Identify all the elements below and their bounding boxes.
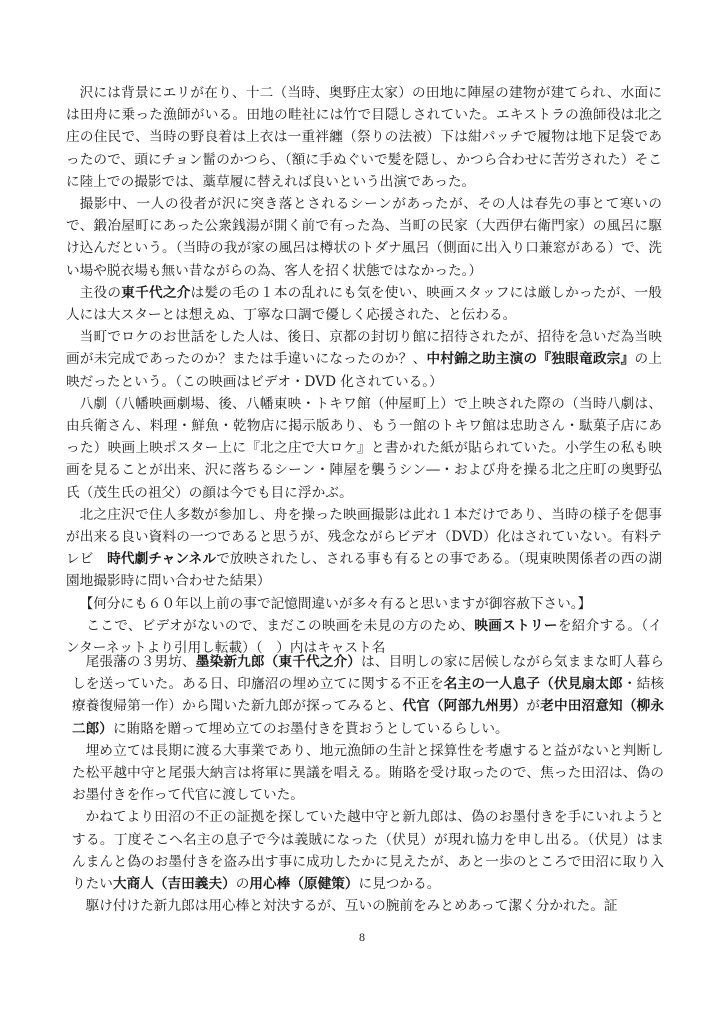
paragraph-premiere: 当町でロケのお世話をした人は、後日、京都の封切り館に招待されたが、招待を急いだ為当映画が未完成であったのか？または手違いになったのか？、中村錦之助主演の『独眼竜政宗』の上映だったという。（この映画はビデオ・DVD 化されている。） — [66, 329, 662, 390]
paragraph-filming-incident: 撮影中、一人の役者が沢に突き落とされるシーンがあったが、その人は春先の事とて寒いので、鍛冶屋町にあった公衆銭湯が開く前で有った為、当町の民家（大西伊右衛門家）の風呂に駆け込んだという。（当時の我が家の風呂は樽状のトダナ風呂（側面に出入り口兼窓がある）で、洗い場や脱衣場も無い昔ながらの為、客人を招く状態ではなかった。） — [66, 196, 662, 279]
synopsis-paragraph-4: 駆け付けた新九郎は用心棒と対決するが、互いの腕前をみとめあって潔く分かれた。証 — [85, 898, 618, 915]
film-title-bold: 中村錦之助主演の『独眼竜政宗』 — [426, 351, 635, 368]
synopsis-paragraph-3: かねてより田沼の不正の証拠を探していた越中守と新九郎は、偽のお墨付きを手にいれようとする。丁度そこへ名主の息子で今は義賊になった（伏見）が現れ協力を申し出る。（伏見）はまんまんと偽のお墨付きを盗み出す事に成功したかに見えたが、あと一歩のところで田沼に取り入りたい大商人（吉田義夫）の用心棒（原健策）に見つかる。 — [72, 809, 664, 893]
page-number: 8 — [359, 930, 365, 944]
paragraph-disclaimer: 【何分にも６０年以上前の事で記憶間違いが多々有ると思いますが御容赦下さい。】 — [79, 595, 592, 612]
channel-name: 時代劇チャンネル — [107, 551, 217, 568]
actor-name: 東千代之介 — [121, 284, 191, 301]
narrative-section — [66, 82, 662, 659]
paragraph-archive: 北之庄沢で住人多数が参加し、舟を操った映画撮影は此れ１本だけであり、当時の様子を偲事が出来る良い資料の一つであると思うが、残念ながらビデオ（DVD）化はされていない。有料テレビ 時代劇チャンネルで放映されたし、される事も有るとの事である。（現東映関係者の西の湖園地撮影時に問い合わせた結果） — [66, 506, 662, 590]
synopsis-section — [72, 651, 664, 917]
paragraph-local-screening: 八劇（八幡映画劇場、後、八幡東映・トキワ館（仲屋町上）で上映された際の（当時八劇は、由兵衛さん、料理・鮮魚・乾物店に掲示版あり、もう一館のトキワ館は忠助さん・駄菓子店にあった）映画上映ポスター上に『北之庄で大ロケ』と書かれた紙が貼られていた。小学生の私も映画を見ることが出来、沢に落ちるシーン・陣屋を襲うシン―・および舟を操る北之庄町の奥野弘氏（茂生氏の祖父）の顔は今でも目に浮かぶ。 — [66, 395, 662, 501]
synopsis-paragraph-1: 尾張藩の３男坊、墨染新九郎（東千代之介）は、目明しの家に居候しながら気ままな町人暮らしを送っていた。ある日、印旛沼の埋め立てに関する不正を名主の一人息子（伏見扇太郎・結核療養復帰第一作）から聞いた新九郎が探ってみると、代官（阿部九州男）が老中田沼意知（柳永二郎）に賄賂を贈って埋め立てのお墨付きを貰おうとしているらしい。 — [72, 654, 665, 737]
paragraph-lead-actor: 主役の東千代之介は髪の毛の１本の乱れにも気を使い、映画スタッフには厳しかったが、一般人には大スターとは想えぬ、丁寧な口調で優しく応援された、と伝わる。 — [66, 284, 663, 324]
story-heading-bold: 映画ストリー — [474, 617, 558, 634]
paragraph-location: 沢には背景にエリが在り、十二（当時、奥野庄太家）の田地に陣屋の建物が建てられ、水面には田舟に乗った漁師がいる。田地の畦社には竹で目隠しされていた。エキストラの漁師役は北之庄の住民で、当時の野良着は上衣は一重袢纏（祭りの法被）下は紺パッチで履物は地下足袋であったので、頭にチョン髷のかつら、（額に手ぬぐいで髪を隠し、かつら合わせに苦労された）そこに陸上での撮影では、藁草履に替えれば良いという出演であった。 — [66, 85, 662, 190]
paragraph-story-intro: ここで、ビデオがないので、まだこの映画を未見の方のため、映画ストリーを紹介する。（インターネットより引用し転載）（ ）内はキャスト名 — [66, 617, 662, 657]
synopsis-paragraph-2: 埋め立ては長期に渡る大事業であり、地元漁師の生計と採算性を考慮すると益がないと判断した松平越中守と尾張大納言は将軍に異議を唱える。賄賂を受け取ったので、焦った田沼は、偽のお墨付きを作って代官に渡していた。 — [72, 742, 664, 804]
